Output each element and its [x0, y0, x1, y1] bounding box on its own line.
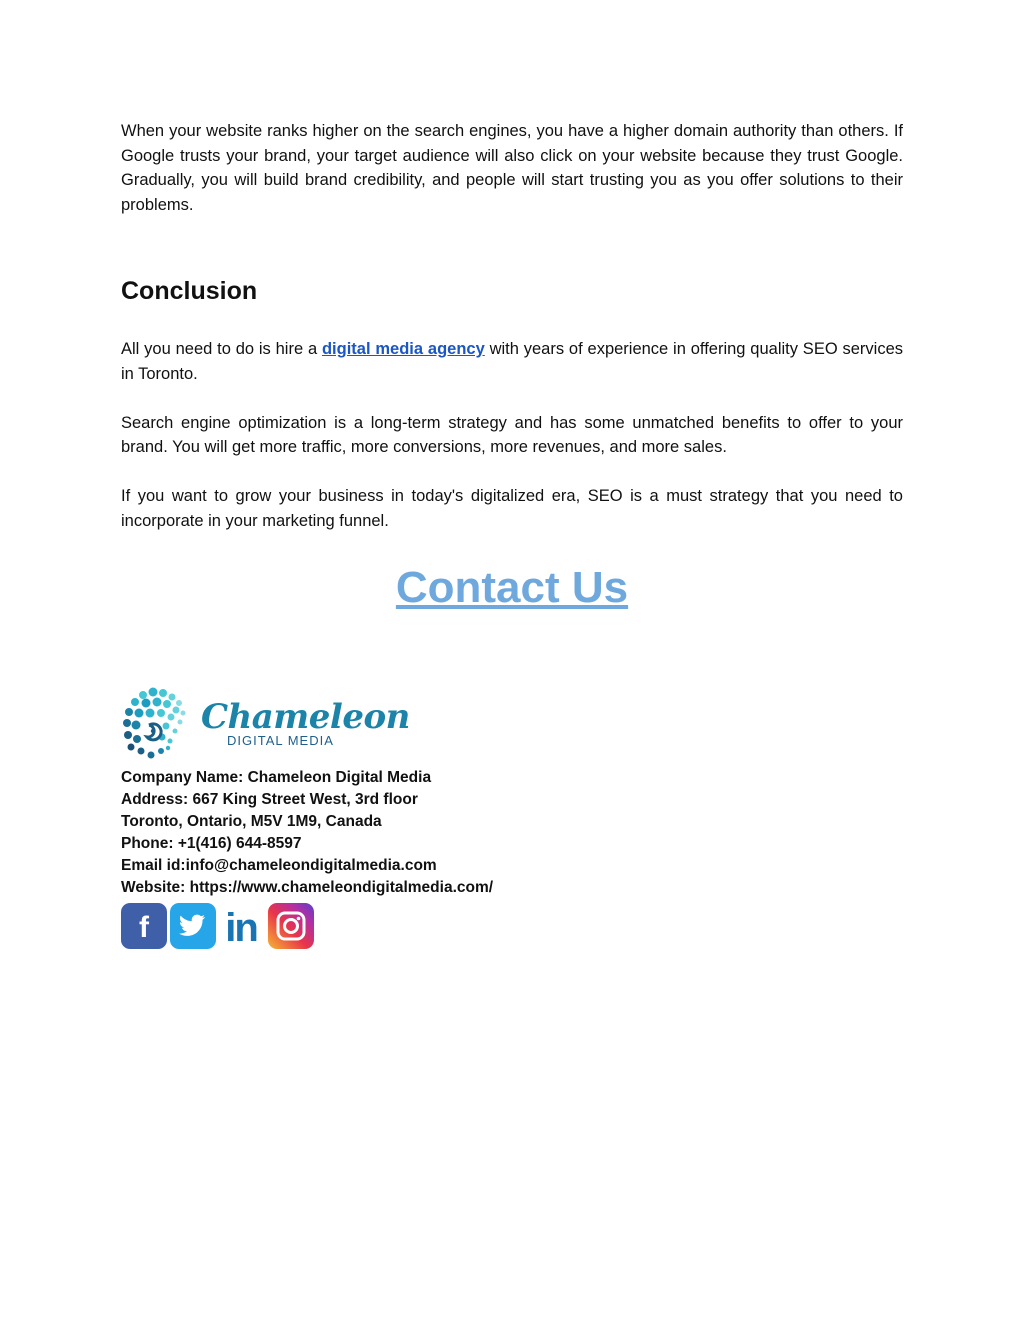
linkedin-glyph: in	[225, 906, 257, 949]
intro-paragraph: When your website ranks higher on the search engines, you have a higher domain authority than others. If Google trusts your brand, your target audience will also click on your website because they trust Google. Gradually, you will build brand credibility, and people will start trusting you as you offer solutions to their problems.	[121, 122, 903, 214]
conclusion-heading: Conclusion	[121, 277, 258, 305]
chameleon-logo	[121, 684, 903, 764]
facebook-glyph: f	[139, 911, 149, 944]
company-name: Company Name: Chameleon Digital Media	[121, 769, 432, 786]
company-phone: Phone: +1(416) 644-8597	[121, 835, 302, 852]
hire-text-after: with years of experience in offering quality SEO services in Toronto.	[121, 340, 903, 383]
hire-paragraph	[121, 337, 903, 386]
social-icons	[121, 903, 903, 949]
document-page	[121, 119, 903, 949]
logo-name: Chameleon	[201, 697, 410, 737]
company-email: Email id:info@chameleondigitalmedia.com	[121, 857, 437, 874]
logo-subtitle: DIGITAL MEDIA	[227, 733, 334, 748]
digital-media-agency-link[interactable]: digital media agency	[321, 340, 485, 358]
linkedin-icon	[219, 903, 265, 949]
company-city: Toronto, Ontario, M5V 1M9, Canada	[121, 813, 382, 830]
instagram-camera-icon	[268, 903, 314, 949]
facebook-icon	[121, 903, 167, 949]
facebook-button[interactable]	[121, 903, 167, 949]
seo-paragraph: Search engine optimization is a long-term strategy and has some unmatched benefits to offer to your brand. You will get more traffic, more conversions, more revenues, and more sales.	[121, 413, 903, 456]
twitter-bird-icon	[170, 903, 216, 949]
twitter-button[interactable]	[170, 903, 216, 949]
logo-wordmark	[201, 697, 410, 748]
company-info	[121, 767, 903, 899]
linkedin-button[interactable]	[219, 903, 265, 949]
hire-text-before: All you need to do is hire a	[121, 340, 322, 358]
grow-paragraph: If you want to grow your business in today's digitalized era, SEO is a must strategy that you need to incorporate in your marketing funnel.	[121, 487, 903, 530]
contact-us-link[interactable]: Contact Us	[395, 563, 629, 612]
chameleon-mark-icon	[121, 685, 195, 763]
company-address: Address: 667 King Street West, 3rd floor	[121, 791, 418, 808]
company-website: Website: https://www.chameleondigitalmedia.com/	[121, 879, 494, 896]
instagram-button[interactable]	[268, 903, 314, 949]
contact-us-container	[121, 560, 903, 620]
